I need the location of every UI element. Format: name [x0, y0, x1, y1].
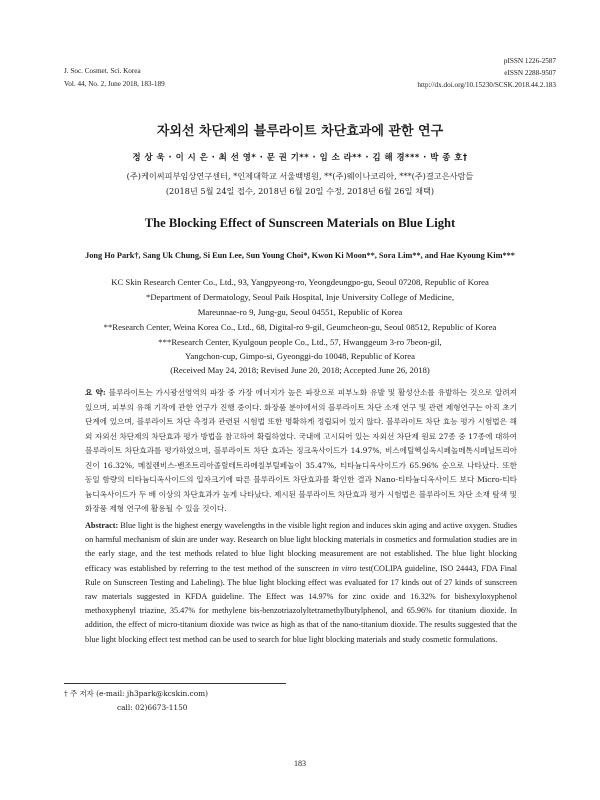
affiliation-line: Yangchon-cup, Gimpo-si, Gyeonggi-do 10048, Republic of Korea — [184, 351, 416, 361]
journal-volume: Vol. 44, No. 2, June 2018, 183-189 — [64, 80, 165, 88]
affiliation-line: KC Skin Research Center Co., Ltd., 93, Yangpyeong-ro, Yeongdeungpo-gu, Seoul 07208, Republic of Korea — [111, 277, 489, 287]
korean-title: 자외선 차단제의 블루라이트 차단효과에 관한 연구 — [156, 124, 444, 139]
english-authors: Jong Ho Park†, Sang Uk Chung, Si Eun Lee, Sun Young Choi*, Kwon Ki Moon**, Sora Lim**, and Hae Kyoung Kim*** — [85, 251, 515, 260]
korean-authors: 정 상 욱 · 이 시 은 · 최 선 영* · 문 권 기** · 임 소 라** · 김 해 경*** · 박 종 호† — [132, 152, 468, 162]
english-dates: (Received May 24, 2018; Revised June 20, 2018; Accepted June 26, 2018) — [170, 365, 430, 375]
eissn: eISSN 2288-9507 — [504, 69, 556, 77]
pissn: pISSN 1226-2587 — [503, 57, 556, 65]
affiliation-line: **Research Center, Weina Korea Co., Ltd., 68, Digital-ro 9-gil, Geumcheon-gu, Seoul 08512, Republic of Korea — [103, 322, 497, 332]
korean-affiliations: (주)케이씨피부임상연구센터, *인제대학교 서울백병원, **(주)웨이나코리아, ***(주)결고은사람들 — [126, 171, 474, 181]
english-abstract-italic: in vitro — [332, 563, 357, 573]
korean-abstract-label: 요 약: — [85, 388, 106, 397]
english-abstract-text: Blue light is the highest energy wavelengths in the visible light region and induces skin aging and active oxygen. Studies on harmful mechanism of skin are under way. Research on blue light blocking materials in cosmetics and formulation studies are in the early stage, and the test methods related to blue light blocking measurement are not established. The blue light blocking efficacy was established by referring to the test method of the sunscreen — [85, 521, 518, 573]
korean-abstract-text: 블루라이트는 가시광선영역의 파장 중 가장 에너지가 높은 파장으로 피부노화 유발 및 활성산소를 유발하는 것으로 알려져 있으며, 피부의 유해 기작에 관한 연구가 진행 중이다. 화장품 분야에서의 블루라이트 차단 소재 연구 및 관련 제형연구는 아직 초기 단계에 있으며, 블루라이트 차단 측정과 관련된 시험법 또한 명확하게 정립되어 있지 않다. 블루라이트 차단 효능 평가 시험법은 해외 자외선 차단제의 차단효과 평가 방법을 참고하여 확립하였다. 국내에 고시되어 있는 자외선 차단제 원료 27종 중 17종에 대하여 블루라이트 차단효과를 평가하였으며, 블루라이트 차단 효과는 징크옥사이드가 14.97%, 비스에틸헥실옥시페놀메톡시페닐트리아진이 16.32%, 메칠렌비스-벤조트리아졸릴테트라메칠부틸페놀이 35.47%, 티타늄디옥사이드가 65.96% 순으로 나타났다. 또한 동일 함량의 티타늄디옥사이드의 입자크기에 따른 블루라이트 차단효과를 확인한 결과 Nano-티타늄디옥사이드 보다 Micro-티타늄디옥사이드가 두 배 이상의 차단효과가 높게 나타났다. 제시된 블루라이트 차단효과 평가 시험법은 블루라이트 차단 소재 탐색 및 화장품 제형 연구에 활용될 수 있을 것이다. — [85, 388, 517, 513]
affiliation-line: Mareunnae-ro 9, Jung-gu, Seoul 04551, Republic of Korea — [197, 307, 403, 317]
footnote-email: † 주 저자 (e-mail: jh3park@kcskin.com) — [64, 689, 209, 698]
english-abstract — [85, 519, 517, 647]
journal-name: J. Soc. Cosmet. Sci. Korea — [64, 67, 141, 75]
english-title: The Blocking Effect of Sunscreen Materials on Blue Light — [144, 216, 456, 230]
english-abstract-label: Abstract: — [85, 521, 119, 530]
english-abstract-text: test(COLIPA guideline, ISO 24443, FDA Final Rule on Sunscreen Testing and Labeling). The blue light blocking effect was evaluated for 17 kinds out of 27 kinds of sunscreen raw materials suggested in KFDA guideline. The Effect was 14.97% for zinc oxide and 16.32% for bishexyloxyphenol methoxyphenyl triazine, 35.47% for methylene bis-benzotriazolyltetramethylbutylphenol, and 65.96% for titanium dioxide. In addition, the effect of micro-titanium dioxide was twice as high as that of the nano-titanium dioxide. The results suggested that the blue light blocking effect test method can be used to search for blue light blocking materials and study cosmetic formulations. — [85, 563, 517, 644]
doi[interactable]: http://dx.doi.org/10.15230/SCSK.2018.44.2.183 — [417, 81, 556, 89]
korean-abstract — [85, 386, 517, 517]
page-number: 183 — [294, 759, 306, 768]
korean-dates: (2018년 5월 24일 접수, 2018년 6월 20일 수정, 2018년 6월 26일 채택) — [165, 186, 435, 196]
footnote-divider — [64, 683, 286, 684]
affiliation-line: *Department of Dermatology, Seoul Paik Hospital, Inje University College of Medicine, — [145, 292, 454, 302]
affiliation-line: ***Research Center, Kyulgoun people Co., Ltd., 57, Hwanggeum 3-ro 7beon-gil, — [158, 337, 442, 347]
footnote-call: call: 02)6673-1150 — [117, 703, 188, 712]
